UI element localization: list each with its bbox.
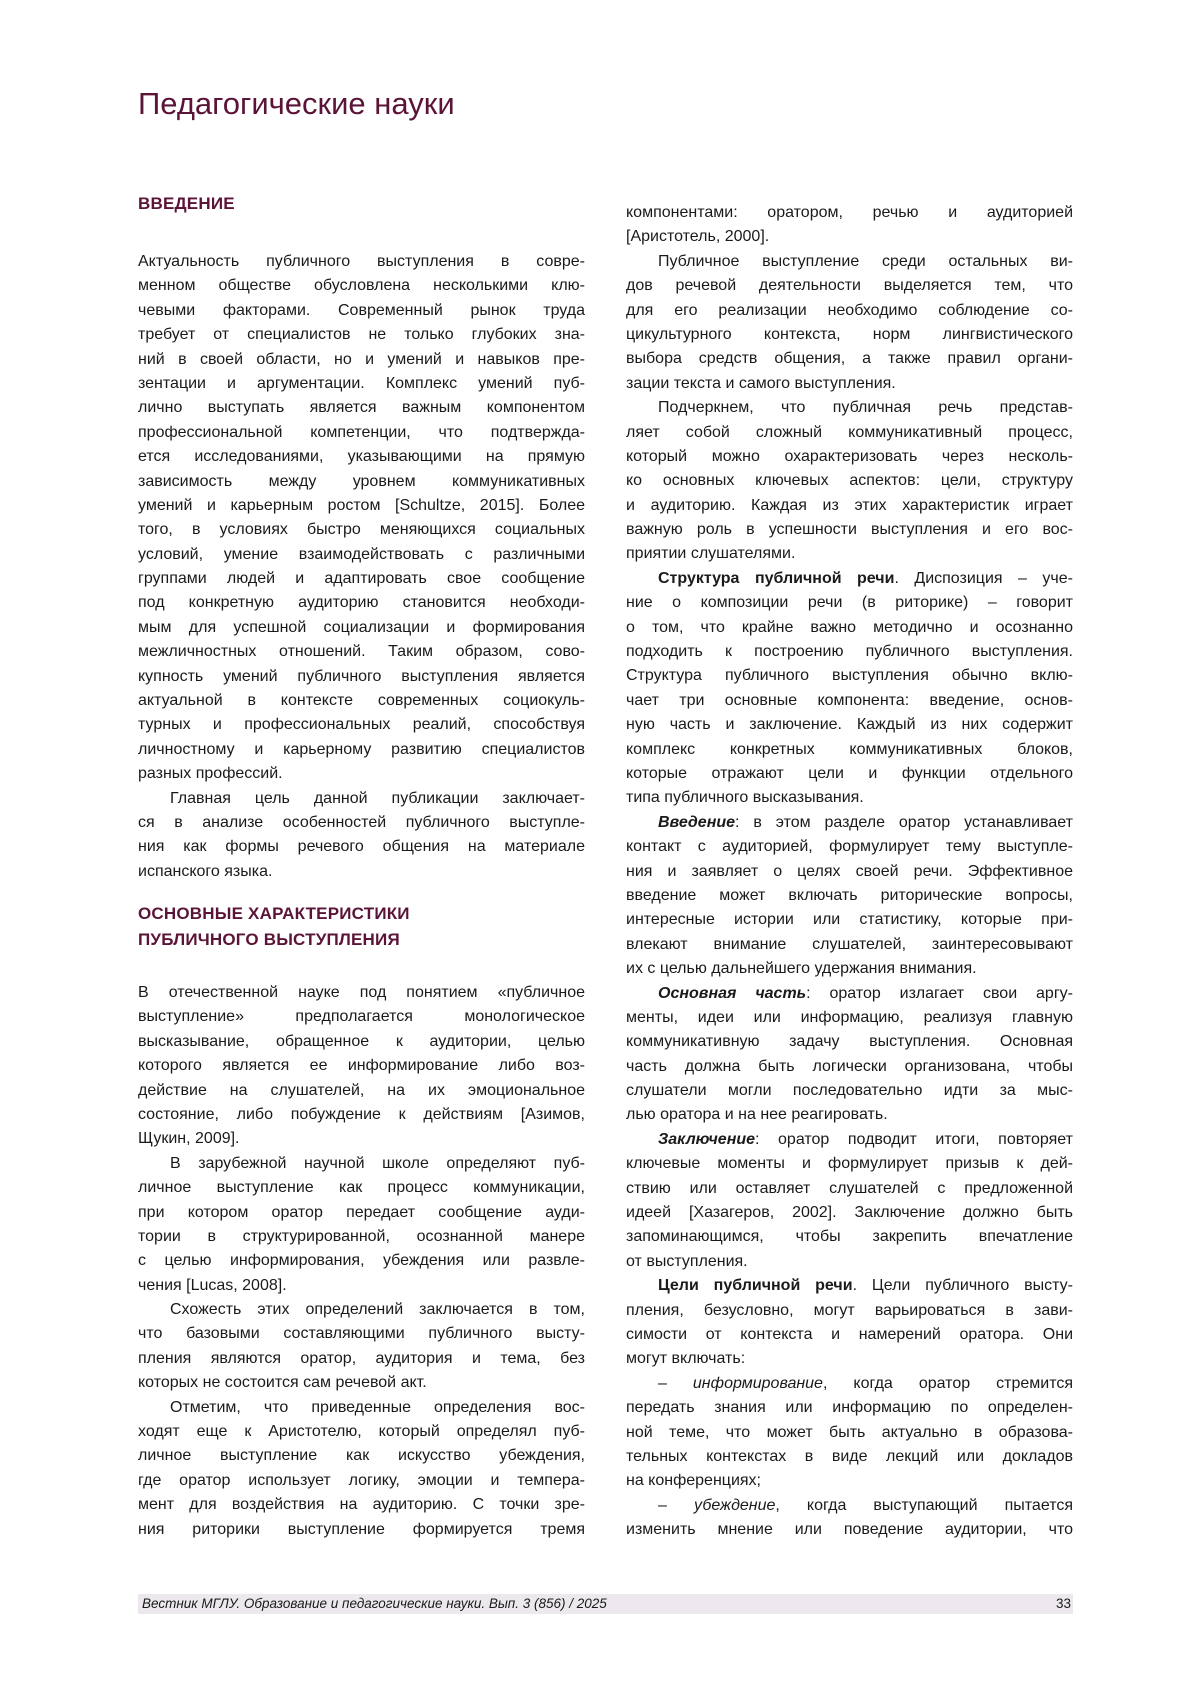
right-column (626, 201, 1073, 1542)
text-line (626, 445, 1073, 469)
paragraph (138, 787, 585, 885)
text-line (626, 421, 1073, 445)
paragraph (138, 1152, 585, 1298)
text-line (138, 1420, 585, 1444)
text-line (626, 1006, 1073, 1030)
text-run: изменить мнение или поведение аудитории, что (626, 1521, 1073, 1538)
text-line (626, 664, 1073, 688)
text-run: ную часть и заключение. Каждый из них содержит (626, 716, 1073, 733)
paragraph (626, 1372, 1073, 1494)
paragraph (626, 201, 1073, 250)
text-run: о том, что крайне важно методично и осознанно (626, 619, 1073, 636)
text-line (626, 1225, 1073, 1249)
text-run: зентации и аргументации. Комплекс умений пуб- (138, 375, 585, 392)
text-line (626, 982, 1073, 1006)
text-run: ния риторики выступление формируется тремя (138, 1521, 585, 1538)
text-line (138, 518, 585, 542)
page-footer (138, 1594, 1073, 1614)
text-run: профессиональной компетенции, что подтвержда- (138, 424, 585, 441)
text-run: Актуальность публичного выступления в совре- (138, 253, 585, 270)
text-run: при котором оратор передает сообщение ауди- (138, 1204, 585, 1221)
text-line (138, 1249, 585, 1273)
text-run: – (658, 1375, 693, 1392)
text-run: могут включать: (626, 1350, 745, 1367)
text-run: чает три основные компонента: введение, основ- (626, 692, 1073, 709)
text-run: межличностных отношений. Таким образом, сово- (138, 643, 585, 660)
text-run: ся в анализе особенностей публичного выступле- (138, 814, 585, 831)
text-run: ния и заявляет о целях своей речи. Эффективное (626, 863, 1073, 880)
text-run: компонентами: оратором, речью и аудиторией (626, 204, 1073, 221)
text-line (626, 884, 1073, 908)
text-run: Щукин, 2009]. (138, 1130, 240, 1147)
text-line (138, 835, 585, 859)
text-run: с целью информирования, убеждения или развле- (138, 1252, 585, 1269)
text-run: Цели публичной речи (658, 1277, 853, 1294)
text-line (138, 640, 585, 664)
text-line (138, 543, 585, 567)
text-line (626, 1055, 1073, 1079)
text-line (626, 786, 1073, 810)
text-line (138, 1322, 585, 1346)
text-line (138, 1127, 585, 1151)
text-run: зависимость между уровнем коммуникативных (138, 473, 585, 490)
paragraph (626, 567, 1073, 811)
text-run: типа публичного высказывания. (626, 789, 864, 806)
left-column-top (138, 250, 585, 884)
text-run: чения [Lucas, 2008]. (138, 1277, 287, 1294)
text-line (138, 1274, 585, 1298)
text-line (138, 1444, 585, 1468)
text-run: мент для воздействия на аудиторию. С точки зре- (138, 1496, 585, 1513)
text-run: условий, умение взаимодействовать с различными (138, 546, 585, 563)
text-line (138, 470, 585, 494)
text-run: личное выступление как искусство убеждения, (138, 1447, 585, 1464)
text-line (138, 981, 585, 1005)
text-run: , когда оратор стремится (823, 1375, 1073, 1392)
text-line (626, 250, 1073, 274)
text-run: введение может включать риторические вопросы, (626, 887, 1073, 904)
text-line (626, 908, 1073, 932)
text-line (138, 738, 585, 762)
text-run: информирование (693, 1375, 823, 1392)
text-line (626, 1299, 1073, 1323)
text-run: передать знания или информацию по определен- (626, 1399, 1073, 1416)
text-line (626, 835, 1073, 859)
text-run: важную роль в успешности выступления и его вос- (626, 521, 1073, 538)
text-line (626, 1421, 1073, 1445)
text-run: тельных контекстах в виде лекций или докладов (626, 1448, 1073, 1465)
text-run: Структура публичной речи (658, 570, 894, 587)
text-run: лично выступать является важным компонентом (138, 399, 585, 416)
text-line (626, 738, 1073, 762)
text-line (138, 762, 585, 786)
text-line (626, 860, 1073, 884)
text-run: что базовыми составляющими публичного высту- (138, 1325, 585, 1342)
text-run: чевыми факторами. Современный рынок труда (138, 302, 585, 319)
paragraph (626, 811, 1073, 982)
text-run: . Диспозиция – уче- (894, 570, 1073, 587)
text-line (138, 1079, 585, 1103)
paragraph (626, 1128, 1073, 1274)
text-run: от выступления. (626, 1253, 748, 1270)
text-line (138, 567, 585, 591)
paragraph (626, 1274, 1073, 1372)
text-line (138, 1201, 585, 1225)
text-line (626, 469, 1073, 493)
text-run: менты, идеи или информацию, реализуя главную (626, 1009, 1073, 1026)
text-run: личностному и карьерному развитию специалистов (138, 741, 585, 758)
text-line (138, 372, 585, 396)
text-run: В отечественной науке под понятием «публичное (138, 984, 585, 1001)
text-run: группами людей и адаптировать свое сообщение (138, 570, 585, 587)
text-line (138, 250, 585, 274)
text-run: [Аристотель, 2000]. (626, 228, 769, 245)
text-line (626, 201, 1073, 225)
text-run: Основная часть (658, 985, 806, 1002)
text-run: Структура публичного выступления обычно вклю- (626, 667, 1073, 684)
text-run: выбора средств общения, а также правил органи- (626, 350, 1073, 367)
text-line (626, 1201, 1073, 1225)
text-run: Заключение (658, 1131, 755, 1148)
text-line (626, 1128, 1073, 1152)
text-line (138, 1493, 585, 1517)
text-line (626, 1347, 1073, 1371)
text-line (626, 713, 1073, 737)
text-line (138, 689, 585, 713)
text-run: действие на слушателей, на их эмоциональное (138, 1082, 585, 1099)
text-line (138, 421, 585, 445)
text-line (138, 1152, 585, 1176)
text-line (626, 1494, 1073, 1518)
heading-line: ПУБЛИЧНОГО ВЫСТУПЛЕНИЯ (138, 927, 410, 953)
text-line (138, 811, 585, 835)
text-run: Подчеркнем, что публичная речь представ- (658, 399, 1073, 416)
text-line (626, 1079, 1073, 1103)
text-run: Публичное выступление среди остальных ви- (658, 253, 1073, 270)
text-line (626, 1030, 1073, 1054)
text-line (626, 1396, 1073, 1420)
text-run: : в этом разделе оратор устанавливает (735, 814, 1073, 831)
text-run: симости от контекста и намерений оратора. Они (626, 1326, 1073, 1343)
text-line (626, 518, 1073, 542)
text-line (138, 1371, 585, 1395)
text-line (138, 299, 585, 323)
text-run: высказывание, обращенное к аудитории, целью (138, 1033, 585, 1050)
paragraph (138, 1298, 585, 1396)
text-run: В зарубежной научной школе определяют пуб- (170, 1155, 585, 1172)
text-run: идеей [Хазагеров, 2002]. Заключение должно быть (626, 1204, 1073, 1221)
paragraph (626, 982, 1073, 1128)
text-run: пления являются оратор, аудитория и тема, без (138, 1350, 585, 1367)
text-run: приятии слушателями. (626, 545, 795, 562)
text-run: ходят еще к Аристотелю, который определял пуб- (138, 1423, 585, 1440)
text-line (626, 1250, 1073, 1274)
text-line (138, 1518, 585, 1542)
text-run: ние о композиции речи (в риторике) – говорит (626, 594, 1073, 611)
text-run: ляет собой сложный коммуникативный процесс, (626, 424, 1073, 441)
text-run: испанского языка. (138, 863, 272, 880)
text-line (138, 323, 585, 347)
text-run: лью оратора и на нее реагировать. (626, 1106, 888, 1123)
text-line (626, 323, 1073, 347)
text-run: пления, безусловно, могут варьироваться в зави- (626, 1302, 1073, 1319)
text-run: ключевые моменты и формулирует призыв к дей- (626, 1155, 1073, 1172)
text-run: Главная цель данной публикации заключает- (170, 790, 585, 807)
text-run: ний в своей области, но и умений и навыков пре- (138, 351, 585, 368)
section-title: Педагогические науки (138, 86, 455, 122)
text-run: Введение (658, 814, 735, 831)
text-line (626, 1103, 1073, 1127)
text-run: ко основных ключевых аспектов: цели, структуру (626, 472, 1073, 489)
text-line (626, 1177, 1073, 1201)
text-run: под конкретную аудиторию становится необходи- (138, 594, 585, 611)
text-line (626, 1445, 1073, 1469)
text-line (138, 1396, 585, 1420)
text-line (138, 1469, 585, 1493)
text-run: умений и карьерным ростом [Schultze, 2015]. Более (138, 497, 585, 514)
text-run: турных и профессиональных реалий, способствуя (138, 716, 585, 733)
text-run: мым для успешной социализации и формирования (138, 619, 585, 636)
text-line (138, 1030, 585, 1054)
text-line (138, 1005, 585, 1029)
paragraph (626, 250, 1073, 396)
text-run: запоминающимся, чтобы закрепить впечатление (626, 1228, 1073, 1245)
text-run: Схожесть этих определений заключается в том, (170, 1301, 585, 1318)
text-run: где оратор использует логику, эмоции и темпера- (138, 1472, 585, 1489)
text-run: часть должна быть логически организована, чтобы (626, 1058, 1073, 1075)
text-line (138, 1298, 585, 1322)
text-run: , когда выступающий пытается (775, 1497, 1073, 1514)
text-run: : оратор излагает свои аргу- (806, 985, 1073, 1002)
text-line (626, 591, 1073, 615)
text-line (626, 616, 1073, 640)
text-line (138, 1054, 585, 1078)
text-line (138, 1347, 585, 1371)
text-run: менном обществе обусловлена несколькими клю- (138, 277, 585, 294)
text-line (138, 1176, 585, 1200)
text-line (138, 1225, 585, 1249)
text-line (626, 567, 1073, 591)
text-line (138, 665, 585, 689)
text-run: подходить к построению публичного выступления. (626, 643, 1073, 660)
text-run: дов речевой деятельности выделяется тем, что (626, 277, 1073, 294)
text-line (626, 274, 1073, 298)
text-line (626, 957, 1073, 981)
text-line (138, 274, 585, 298)
text-line (626, 640, 1073, 664)
text-line (626, 689, 1073, 713)
text-line (138, 860, 585, 884)
text-run: требует от специалистов не только глубоких зна- (138, 326, 585, 343)
text-run: которого является ее информирование либо воз- (138, 1057, 585, 1074)
text-line (138, 591, 585, 615)
text-run: выступление» предполагается монологическое (138, 1008, 585, 1025)
text-line (626, 1518, 1073, 1542)
text-run: убеждение (694, 1497, 775, 1514)
text-run: зации текста и самого выступления. (626, 375, 896, 392)
text-line (626, 372, 1073, 396)
text-line (138, 494, 585, 518)
heading-introduction: ВВЕДЕНИЕ (138, 191, 235, 217)
text-run: цикультурного контекста, норм лингвистического (626, 326, 1073, 343)
heading-main-characteristics (138, 901, 410, 953)
text-run: их с целью дальнейшего удержания внимания. (626, 960, 977, 977)
text-line (626, 494, 1073, 518)
paragraph (626, 396, 1073, 567)
paragraph (138, 981, 585, 1152)
left-column-bottom (138, 981, 585, 1542)
text-run: того, в условиях быстро меняющихся социальных (138, 521, 585, 538)
text-run: контакт с аудиторией, формулирует тему выступле- (626, 838, 1073, 855)
text-run: – (658, 1497, 694, 1514)
text-run: влекают внимание слушателей, заинтересовывают (626, 936, 1073, 953)
heading-line: ОСНОВНЫЕ ХАРАКТЕРИСТИКИ (138, 901, 410, 927)
text-run: тории в структурированной, осознанной манере (138, 1228, 585, 1245)
text-line (138, 616, 585, 640)
text-run: ной теме, что может быть актуально в образова- (626, 1424, 1073, 1441)
text-run: Отметим, что приведенные определения вос- (170, 1399, 585, 1416)
text-line (138, 713, 585, 737)
text-run: актуальной в контексте современных социокуль- (138, 692, 585, 709)
text-line (626, 1274, 1073, 1298)
text-line (138, 348, 585, 372)
text-line (626, 225, 1073, 249)
text-line (138, 396, 585, 420)
text-line (626, 299, 1073, 323)
text-run: ния как формы речевого общения на материале (138, 838, 585, 855)
text-line (626, 1323, 1073, 1347)
text-line (138, 1103, 585, 1127)
text-line (626, 762, 1073, 786)
journal-citation: Вестник МГЛУ. Образование и педагогические науки. Вып. 3 (856) / 2025 (142, 1594, 607, 1614)
text-run: коммуникативную задачу выступления. Основная (626, 1033, 1073, 1050)
page-number: 33 (1056, 1594, 1071, 1614)
text-run: который можно охарактеризовать через несколь- (626, 448, 1073, 465)
text-line (626, 347, 1073, 371)
paragraph (138, 250, 585, 787)
text-line (626, 1372, 1073, 1396)
paragraph (138, 1396, 585, 1542)
text-run: слушатели могли последовательно идти за мыс- (626, 1082, 1073, 1099)
text-run: которых не состоится сам речевой акт. (138, 1374, 427, 1391)
text-run: . Цели публичного высту- (853, 1277, 1073, 1294)
text-run: и аудиторию. Каждая из этих характеристик играет (626, 497, 1073, 514)
text-line (138, 445, 585, 469)
text-line (626, 933, 1073, 957)
text-run: ствию или оставляет слушателей с предложенной (626, 1180, 1073, 1197)
text-run: ется исследованиями, указывающими на прямую (138, 448, 585, 465)
text-run: интересные истории или статистику, которые при- (626, 911, 1073, 928)
paragraph (626, 1494, 1073, 1543)
text-run: купность умений публичного выступления является (138, 668, 585, 685)
text-line (626, 811, 1073, 835)
text-line (138, 787, 585, 811)
text-line (626, 542, 1073, 566)
text-run: личное выступление как процесс коммуникации, (138, 1179, 585, 1196)
text-line (626, 396, 1073, 420)
text-run: которые отражают цели и функции отдельного (626, 765, 1073, 782)
text-run: комплекс конкретных коммуникативных блоков, (626, 741, 1073, 758)
text-run: : оратор подводит итоги, повторяет (755, 1131, 1073, 1148)
text-line (626, 1469, 1073, 1493)
text-run: для его реализации необходимо соблюдение со- (626, 302, 1073, 319)
text-run: разных профессий. (138, 765, 283, 782)
text-run: на конференциях; (626, 1472, 761, 1489)
text-run: состояние, либо побуждение к действиям [Азимов, (138, 1106, 585, 1123)
text-line (626, 1152, 1073, 1176)
